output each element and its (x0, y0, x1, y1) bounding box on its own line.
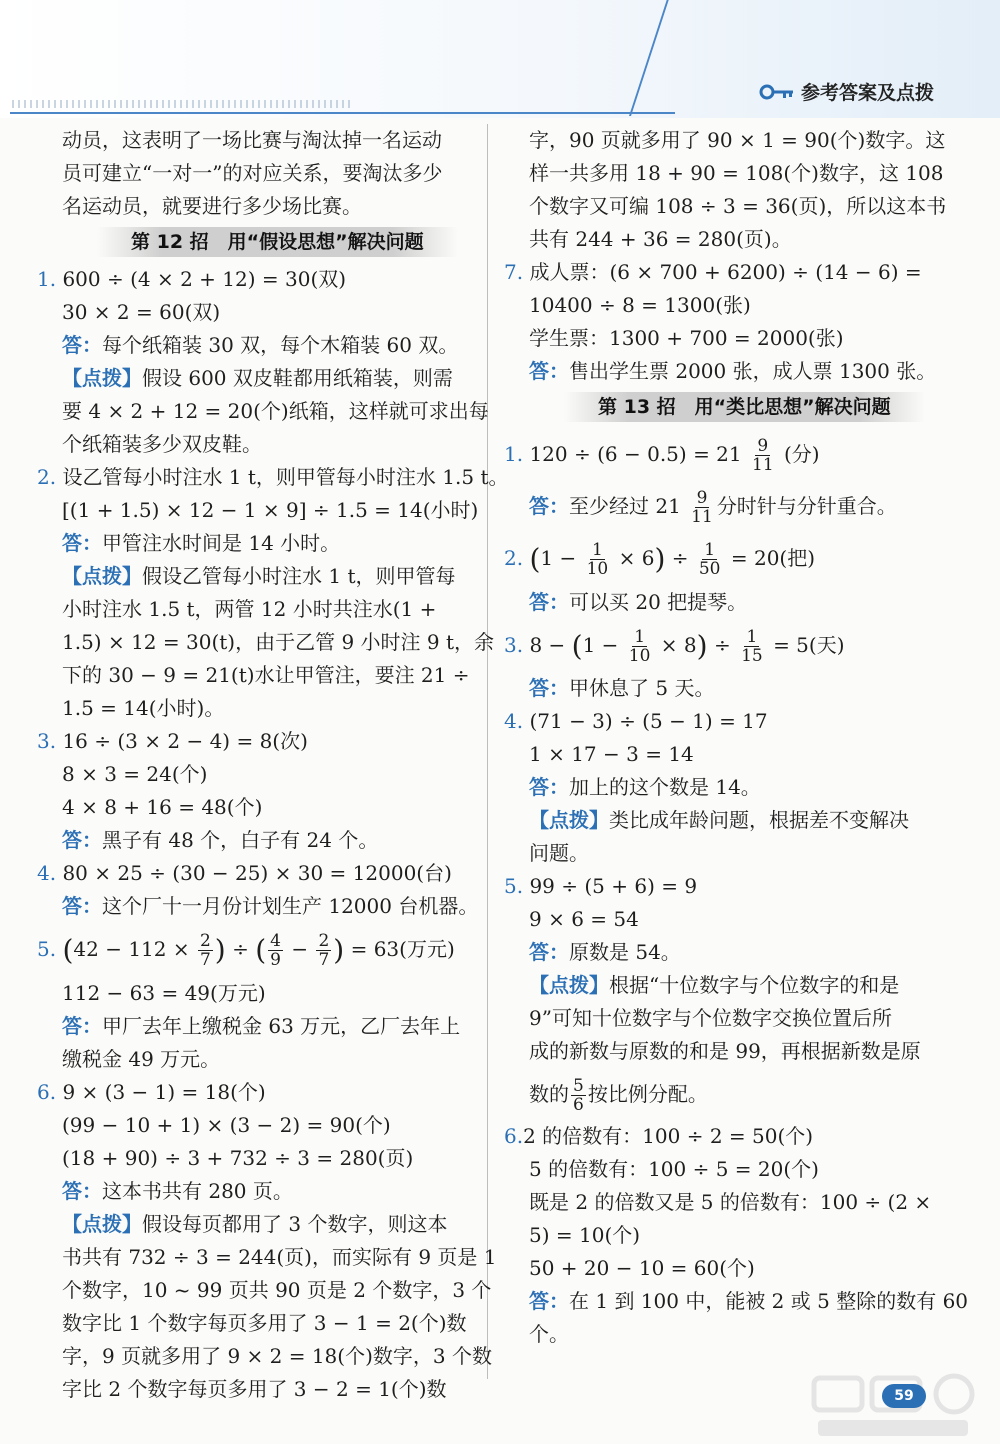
tip-text: 假设乙管每小时注水 1 t，则甲管每 (142, 564, 456, 588)
problem-2 (37, 461, 509, 725)
tip-text: 个纸箱装多少双皮鞋。 (62, 432, 262, 456)
answer-label: 答： (529, 1289, 569, 1313)
answer-label: 答： (529, 775, 569, 799)
tip-text: 共有 244 + 36 = 280(页)。 (529, 227, 792, 251)
answer-text: 加上的这个数是 14。 (569, 775, 761, 799)
paren-close: ) (333, 933, 345, 967)
tip-label: 【点拨】 (529, 973, 609, 997)
problem-number: 2. (37, 465, 57, 489)
tip-text: 要 4 × 2 + 12 = 20(个)纸箱，这样就可求出每 (62, 399, 489, 423)
problem-number: 3. (504, 632, 524, 657)
numerator: 4 (270, 931, 281, 951)
equation: (99 − 10 + 1) × (3 − 2) = 90(个) (62, 1112, 391, 1137)
tip-label: 【点拨】 (62, 1211, 142, 1236)
fraction (750, 437, 776, 474)
problem-r1 (504, 428, 936, 532)
paren-open: ( (62, 933, 74, 967)
answer-text: 在 1 到 100 中，能被 2 或 5 整除的数有 60 (569, 1289, 969, 1313)
equation: 2 的倍数有：100 ÷ 2 = 50(个) (523, 1124, 814, 1148)
fraction (585, 541, 611, 578)
problem-r6 (504, 1120, 969, 1351)
equation-part: 120 ÷ (6 − 0.5) = 21 (529, 442, 742, 466)
equation-part: × 6 (618, 546, 655, 570)
equation: 50 + 20 − 10 = 60(个) (529, 1256, 755, 1280)
equation: [(1 + 1.5) × 12 − 1 × 9] ÷ 1.5 = 14(小时) (62, 498, 479, 522)
answer-text: 个。 (529, 1322, 569, 1346)
answer-text: 分时针与分针重合。 (716, 494, 897, 518)
problem-r3 (504, 619, 936, 706)
problem-4 (37, 857, 479, 923)
answer-label: 答： (62, 1013, 102, 1038)
tip-label: 【点拨】 (62, 366, 142, 390)
section-heading-text: 第 13 招 用“类比思想”解决问题 (564, 392, 925, 422)
equation-part: = 63(万元) (350, 937, 455, 961)
section-heading-13 (504, 388, 936, 428)
equation: (18 + 90) ÷ 3 + 732 ÷ 3 = 280(页) (62, 1145, 414, 1170)
equation: 1 × 17 − 3 = 14 (529, 742, 694, 766)
equation: 10400 ÷ 8 = 1300(张) (529, 293, 751, 317)
equation-part: (分) (784, 442, 820, 466)
fraction (689, 489, 715, 526)
numerator: 1 (592, 540, 603, 560)
equation-part: = 20(把) (730, 546, 816, 570)
problem-r4 (504, 705, 936, 870)
tip-text: 根据“十位数字与个位数字的和是 (609, 973, 900, 997)
operator: ÷ (671, 546, 689, 570)
answer-label: 答： (62, 894, 102, 918)
tip-text: 类比成年龄问题，根据差不变解决 (609, 808, 909, 832)
problem-6 (37, 1076, 497, 1406)
problem-1 (37, 263, 489, 461)
equation: 600 ÷ (4 × 2 + 12) = 30(双) (62, 267, 347, 291)
equation: 16 ÷ (3 × 2 − 4) = 8(次) (62, 729, 308, 753)
denominator: 11 (752, 455, 774, 475)
equation: 8 × 3 = 24(个) (62, 762, 208, 786)
problem-r5 (504, 870, 936, 1120)
equation: 112 − 63 = 49(万元) (62, 980, 266, 1005)
answer-text: 售出学生票 2000 张，成人票 1300 张。 (569, 359, 937, 383)
problem-number: 3. (37, 729, 57, 753)
answer-label: 答： (62, 1178, 102, 1203)
equation: 既是 2 的倍数又是 5 的倍数有：100 ÷ (2 × (529, 1190, 932, 1214)
denominator: 10 (586, 559, 609, 579)
answer-text: 这个厂十一月份计划生产 12000 台机器。 (102, 894, 479, 918)
tip-text: 1.5) × 12 = 30(t)，由于乙管 9 小时注 9 t，余 (62, 630, 495, 654)
answer-label: 答： (529, 494, 569, 518)
numerator: 2 (199, 931, 211, 951)
fraction (316, 932, 331, 969)
denominator: 11 (691, 507, 713, 527)
numerator: 1 (704, 540, 716, 560)
answer-text: 甲休息了 5 天。 (569, 676, 715, 700)
tip-text: 成的新数与原数的和是 99，再根据新数是原 (529, 1039, 921, 1063)
tip-text: 小时注水 1.5 t，两管 12 小时共注水(1 + (62, 597, 437, 621)
tip-text: 书共有 732 ÷ 3 = 244(页)，而实际有 9 页是 1 (62, 1244, 497, 1269)
denominator: 6 (573, 1095, 584, 1115)
problem-7 (504, 256, 936, 388)
answer-text: 甲厂去年上缴税金 63 万元，乙厂去年上 (102, 1013, 461, 1038)
problem-number: 7. (504, 260, 524, 284)
tip-text: 1.5 = 14(小时)。 (62, 696, 225, 720)
left-column (37, 124, 509, 1406)
key-icon (759, 83, 795, 101)
text-line: 动员，这表明了一场比赛与淘汰掉一名运动 (62, 128, 442, 152)
equation: 5 的倍数有：100 ÷ 5 = 20(个) (529, 1157, 819, 1181)
numerator: 5 (573, 1076, 584, 1096)
equation: 9 × 6 = 54 (529, 907, 639, 931)
equation-part: 1 − (540, 546, 577, 570)
numerator: 1 (746, 626, 758, 647)
operator: ÷ (232, 937, 249, 961)
problem-number: 4. (504, 709, 524, 733)
answer-label: 答： (62, 828, 102, 852)
problem-3 (37, 725, 469, 857)
denominator: 7 (318, 950, 330, 970)
answer-text: 可以买 20 把提琴。 (569, 589, 748, 614)
equation: 5) = 10(个) (529, 1223, 641, 1247)
fraction (198, 932, 213, 969)
fraction (627, 628, 653, 665)
problem-number: 4. (37, 861, 57, 885)
problem-number: 6. (504, 1124, 524, 1148)
tip-text: 假设 600 双皮鞋都用纸箱装，则需 (142, 366, 453, 390)
answer-label: 答： (529, 940, 569, 964)
denominator: 9 (270, 950, 281, 970)
problem-number: 1. (37, 267, 57, 291)
tip-text: 9”可知十位数字与个位数字交换位置后所 (529, 1006, 892, 1030)
problem-number: 5. (504, 874, 524, 898)
header-rule (10, 112, 675, 114)
denominator: 10 (628, 645, 651, 666)
text-line: 名运动员，就要进行多少场比赛。 (62, 194, 362, 218)
operator: ÷ (713, 632, 731, 657)
answer-label: 答： (62, 333, 102, 357)
header-ruler-decoration (12, 100, 352, 108)
answer-label: 答： (529, 676, 569, 700)
tip-text: 个数字又可编 108 ÷ 3 = 36(页)，所以这本书 (529, 194, 947, 218)
tip-text: 样一共多用 18 + 90 = 108(个)数字，这 108 (529, 161, 944, 185)
fraction (268, 932, 283, 969)
tip-text: 按比例分配。 (587, 1082, 708, 1106)
answer-label: 答： (529, 359, 569, 383)
tip-text: 假设每页都用了 3 个数字，则这本 (142, 1211, 448, 1236)
equation: 设乙管每小时注水 1 t，则甲管每小时注水 1.5 t。 (62, 465, 509, 489)
right-column (504, 124, 969, 1351)
equation-part: 42 − 112 × (73, 937, 190, 961)
tip-text: 问题。 (529, 841, 589, 865)
equation: 30 × 2 = 60(双) (62, 300, 221, 324)
equation: 99 ÷ (5 + 6) = 9 (529, 874, 698, 898)
numerator: 9 (757, 436, 769, 456)
answer-text: 甲管注水时间是 14 小时。 (102, 531, 341, 555)
equation: 9 × (3 − 1) = 18(个) (62, 1079, 266, 1104)
tip-text: 下的 30 − 9 = 21(t)水让甲管注，要注 21 ÷ (62, 663, 470, 687)
paren-open: ( (529, 542, 541, 576)
tip-text: 字，90 页就多用了 90 × 1 = 90(个)数字。这 (529, 128, 946, 152)
problem-5 (37, 923, 469, 1076)
header-section-label (759, 78, 934, 105)
answer-text: 这本书共有 280 页。 (102, 1178, 293, 1203)
equation: (71 − 3) ÷ (5 − 1) = 17 (529, 709, 768, 733)
answer-text: 黑子有 48 个，白子有 24 个。 (102, 828, 379, 852)
text-line: 员可建立“一对一”的对应关系，要淘汰多少 (62, 161, 443, 185)
paren-close: ) (654, 542, 666, 576)
answer-label: 答： (62, 531, 102, 555)
numerator: 9 (696, 488, 708, 508)
problem-r2 (504, 532, 936, 619)
fraction (739, 628, 765, 665)
denominator: 7 (199, 950, 211, 970)
numerator: 2 (318, 931, 330, 951)
paren-close: ) (696, 629, 708, 662)
problem-number: 5. (37, 937, 57, 961)
denominator: 15 (741, 645, 763, 666)
denominator: 50 (698, 559, 721, 579)
problem-number: 2. (504, 546, 524, 570)
equation: 80 × 25 ÷ (30 − 25) × 30 = 12000(台) (62, 861, 452, 885)
numerator: 1 (634, 626, 646, 647)
answer-text: 至少经过 21 (569, 494, 681, 518)
equation-part: 1 − (582, 632, 619, 657)
equation: 4 × 8 + 16 = 48(个) (62, 795, 263, 819)
section-heading-12 (37, 223, 469, 263)
tip-text: 数的 (529, 1082, 569, 1106)
equation-part: = 5(天) (773, 632, 845, 657)
tip-label: 【点拨】 (529, 808, 609, 832)
tip-text: 字比 2 个数字每页多用了 3 − 2 = 1(个)数 (62, 1376, 447, 1401)
answer-text: 原数是 54。 (569, 940, 681, 964)
equation: 成人票：(6 × 700 + 6200) ÷ (14 − 6) = (529, 260, 922, 284)
paren-close: ) (214, 933, 226, 967)
answer-label: 答： (529, 589, 569, 614)
paren-open: ( (571, 629, 583, 662)
header-title: 参考答案及点拨 (800, 82, 934, 104)
paren-open: ( (255, 933, 267, 967)
tip-text: 字，9 页就多用了 9 × 2 = 18(个)数字，3 个数 (62, 1343, 492, 1368)
fraction (697, 541, 723, 578)
answer-text: 每个纸箱装 30 双，每个木箱装 60 双。 (102, 333, 459, 357)
answer-text: 缴税金 49 万元。 (62, 1046, 221, 1071)
tip-text: 个数字，10 ~ 99 页共 90 页是 2 个数字，3 个 (62, 1277, 492, 1302)
page-number: 59 (882, 1384, 926, 1408)
tip-label: 【点拨】 (62, 564, 142, 588)
problem-number: 1. (504, 442, 524, 466)
fraction (571, 1077, 586, 1114)
operator: − (291, 937, 309, 961)
problem-number: 6. (37, 1079, 57, 1104)
equation-part: × 8 (660, 632, 697, 657)
section-heading-text: 第 12 招 用“假设思想”解决问题 (97, 227, 458, 257)
equation-part: 8 − (529, 632, 566, 657)
tip-text: 数字比 1 个数字每页多用了 3 − 1 = 2(个)数 (62, 1310, 467, 1335)
column-divider (487, 124, 488, 1379)
equation: 学生票：1300 + 700 = 2000(张) (529, 326, 844, 350)
